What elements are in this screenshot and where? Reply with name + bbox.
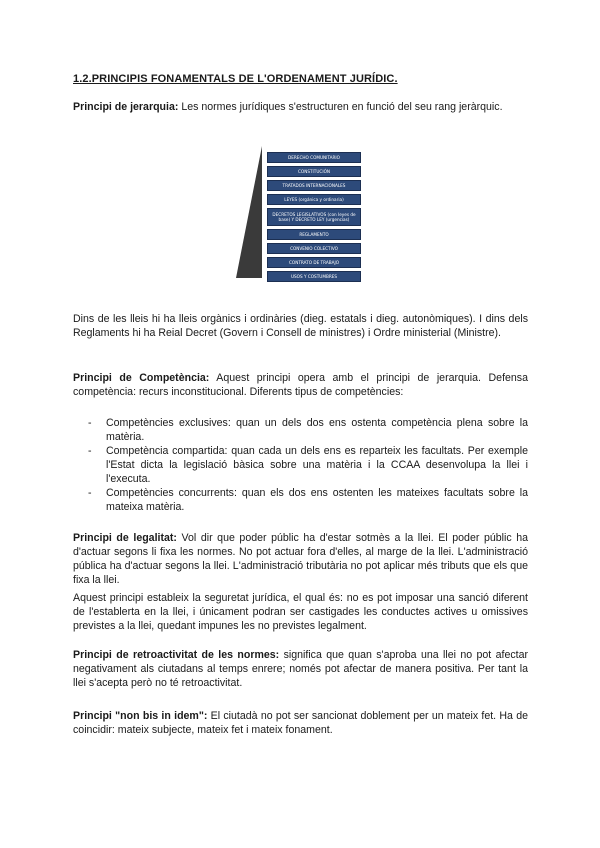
competencia-title: Principi de Competència: <box>73 372 210 384</box>
competencia-compartida: Competència compartida: quan cada un dels ens es reparteix les facultats. Per exemple l'Estat dicta la legislació bàsica sobre una matèria i la CCAA desenvolupa la llei i l'executa. <box>106 445 528 485</box>
pyramid-level-1: DERECHO COMUNITARIO <box>267 152 361 163</box>
pyramid-shadow <box>236 146 262 278</box>
pyramid-level-4: LEYES (orgánica y ordinaria) <box>267 194 361 205</box>
jerarquia-text: Les normes jurídiques s'estructuren en funció del seu rang jeràrquic. <box>178 101 503 113</box>
pyramid-level-2: CONSTITUCIÓN <box>267 166 361 177</box>
pyramid-level-7: CONVENIO COLECTIVO <box>267 243 361 254</box>
paragraph-seguretat-juridica: Aquest principi estableix la seguretat jurídica, el qual és: no es pot imposar una sanció diferent de l'establerta en la llei, i únicament podran ser castigades les conductes actives u omissives previstes a la llei, quedant impunes les no previstes legalment. <box>73 592 528 632</box>
list-item: - Competència compartida: quan cada un dels ens es reparteix les facultats. Per exemple l'Estat dicta la legislació bàsica sobre una matèria i la CCAA desenvolupa la llei i l'executa. <box>88 445 528 485</box>
retroactivitat-title: Principi de retroactivitat de les normes: <box>73 649 280 661</box>
hierarchy-pyramid <box>236 136 366 286</box>
pyramid-level-9: USOS Y COSTUMBRES <box>267 271 361 282</box>
pyramid-level-8: CONTRATO DE TRABAJO <box>267 257 361 268</box>
paragraph-legalitat <box>73 531 528 587</box>
competencia-exclusiva: Competències exclusives: quan un dels dos ens ostenta competència plena sobre la matèria. <box>106 417 528 443</box>
paragraph-lleis: Dins de les lleis hi ha lleis orgànics i ordinàries (dieg. estatals i dieg. autonòmiques). I dins dels Reglaments hi ha Reial Decret (Govern i Consell de ministres) i Ordre ministerial (Ministre). <box>73 313 528 339</box>
jerarquia-title: Principi de jerarquia: <box>73 101 179 113</box>
section-heading: 1.2.PRINCIPIS FONAMENTALS DE L'ORDENAMENT JURÍDIC. <box>73 73 398 85</box>
paragraph-jerarquia <box>73 100 528 114</box>
pyramid-level-3: TRATADOS INTERNACIONALES <box>267 180 361 191</box>
legalitat-title: Principi de legalitat: <box>73 532 177 544</box>
non-bis-text: El ciutadà no pot ser sancionat doblement per un mateix fet. Ha de coincidir: mateix subjecte, mateix fet i mateix fonament. <box>73 710 528 736</box>
non-bis-title: Principi "non bis in idem": <box>73 710 208 722</box>
retroactivitat-text: significa que quan s'aproba una llei no pot afectar negativament als ciutadans al temps enrere; només pot afectar de manera positiva. Per tant la llei s'acepta però no té retroactivitat. <box>73 649 528 689</box>
pyramid-level-6: REGLAMENTO <box>267 229 361 240</box>
competencia-text: Aquest principi opera amb el principi de jerarquia. Defensa competència: recurs inconstitucional. Diferents tipus de competències: <box>73 372 528 398</box>
paragraph-competencia <box>73 371 528 399</box>
list-item: - Competències concurrents: quan els dos ens ostenten les mateixes facultats sobre la mateixa matèria. <box>88 487 528 513</box>
legalitat-text: Vol dir que poder públic ha d'estar sotmès a la llei. El poder públic ha d'actuar segons li fixa les normes. No pot actuar fora d'elles, al marge de la llei. L'administració pública ha d'actuar segons la llei. L'administració tributària no pot aplicar més tributs que els que fixa la llei. <box>73 532 528 586</box>
list-item: - Competències exclusives: quan un dels dos ens ostenta competència plena sobre la matèria. <box>88 417 528 443</box>
paragraph-non-bis <box>73 709 528 737</box>
competencia-concurrent: Competències concurrents: quan els dos ens ostenten les mateixes facultats sobre la mateixa matèria. <box>106 487 528 513</box>
competencies-list <box>88 416 528 514</box>
pyramid-level-5: DECRETOS LEGISLATIVOS (con leyes de base) Y DECRETO LEY (urgencias) <box>267 208 361 226</box>
paragraph-retroactivitat <box>73 648 528 690</box>
